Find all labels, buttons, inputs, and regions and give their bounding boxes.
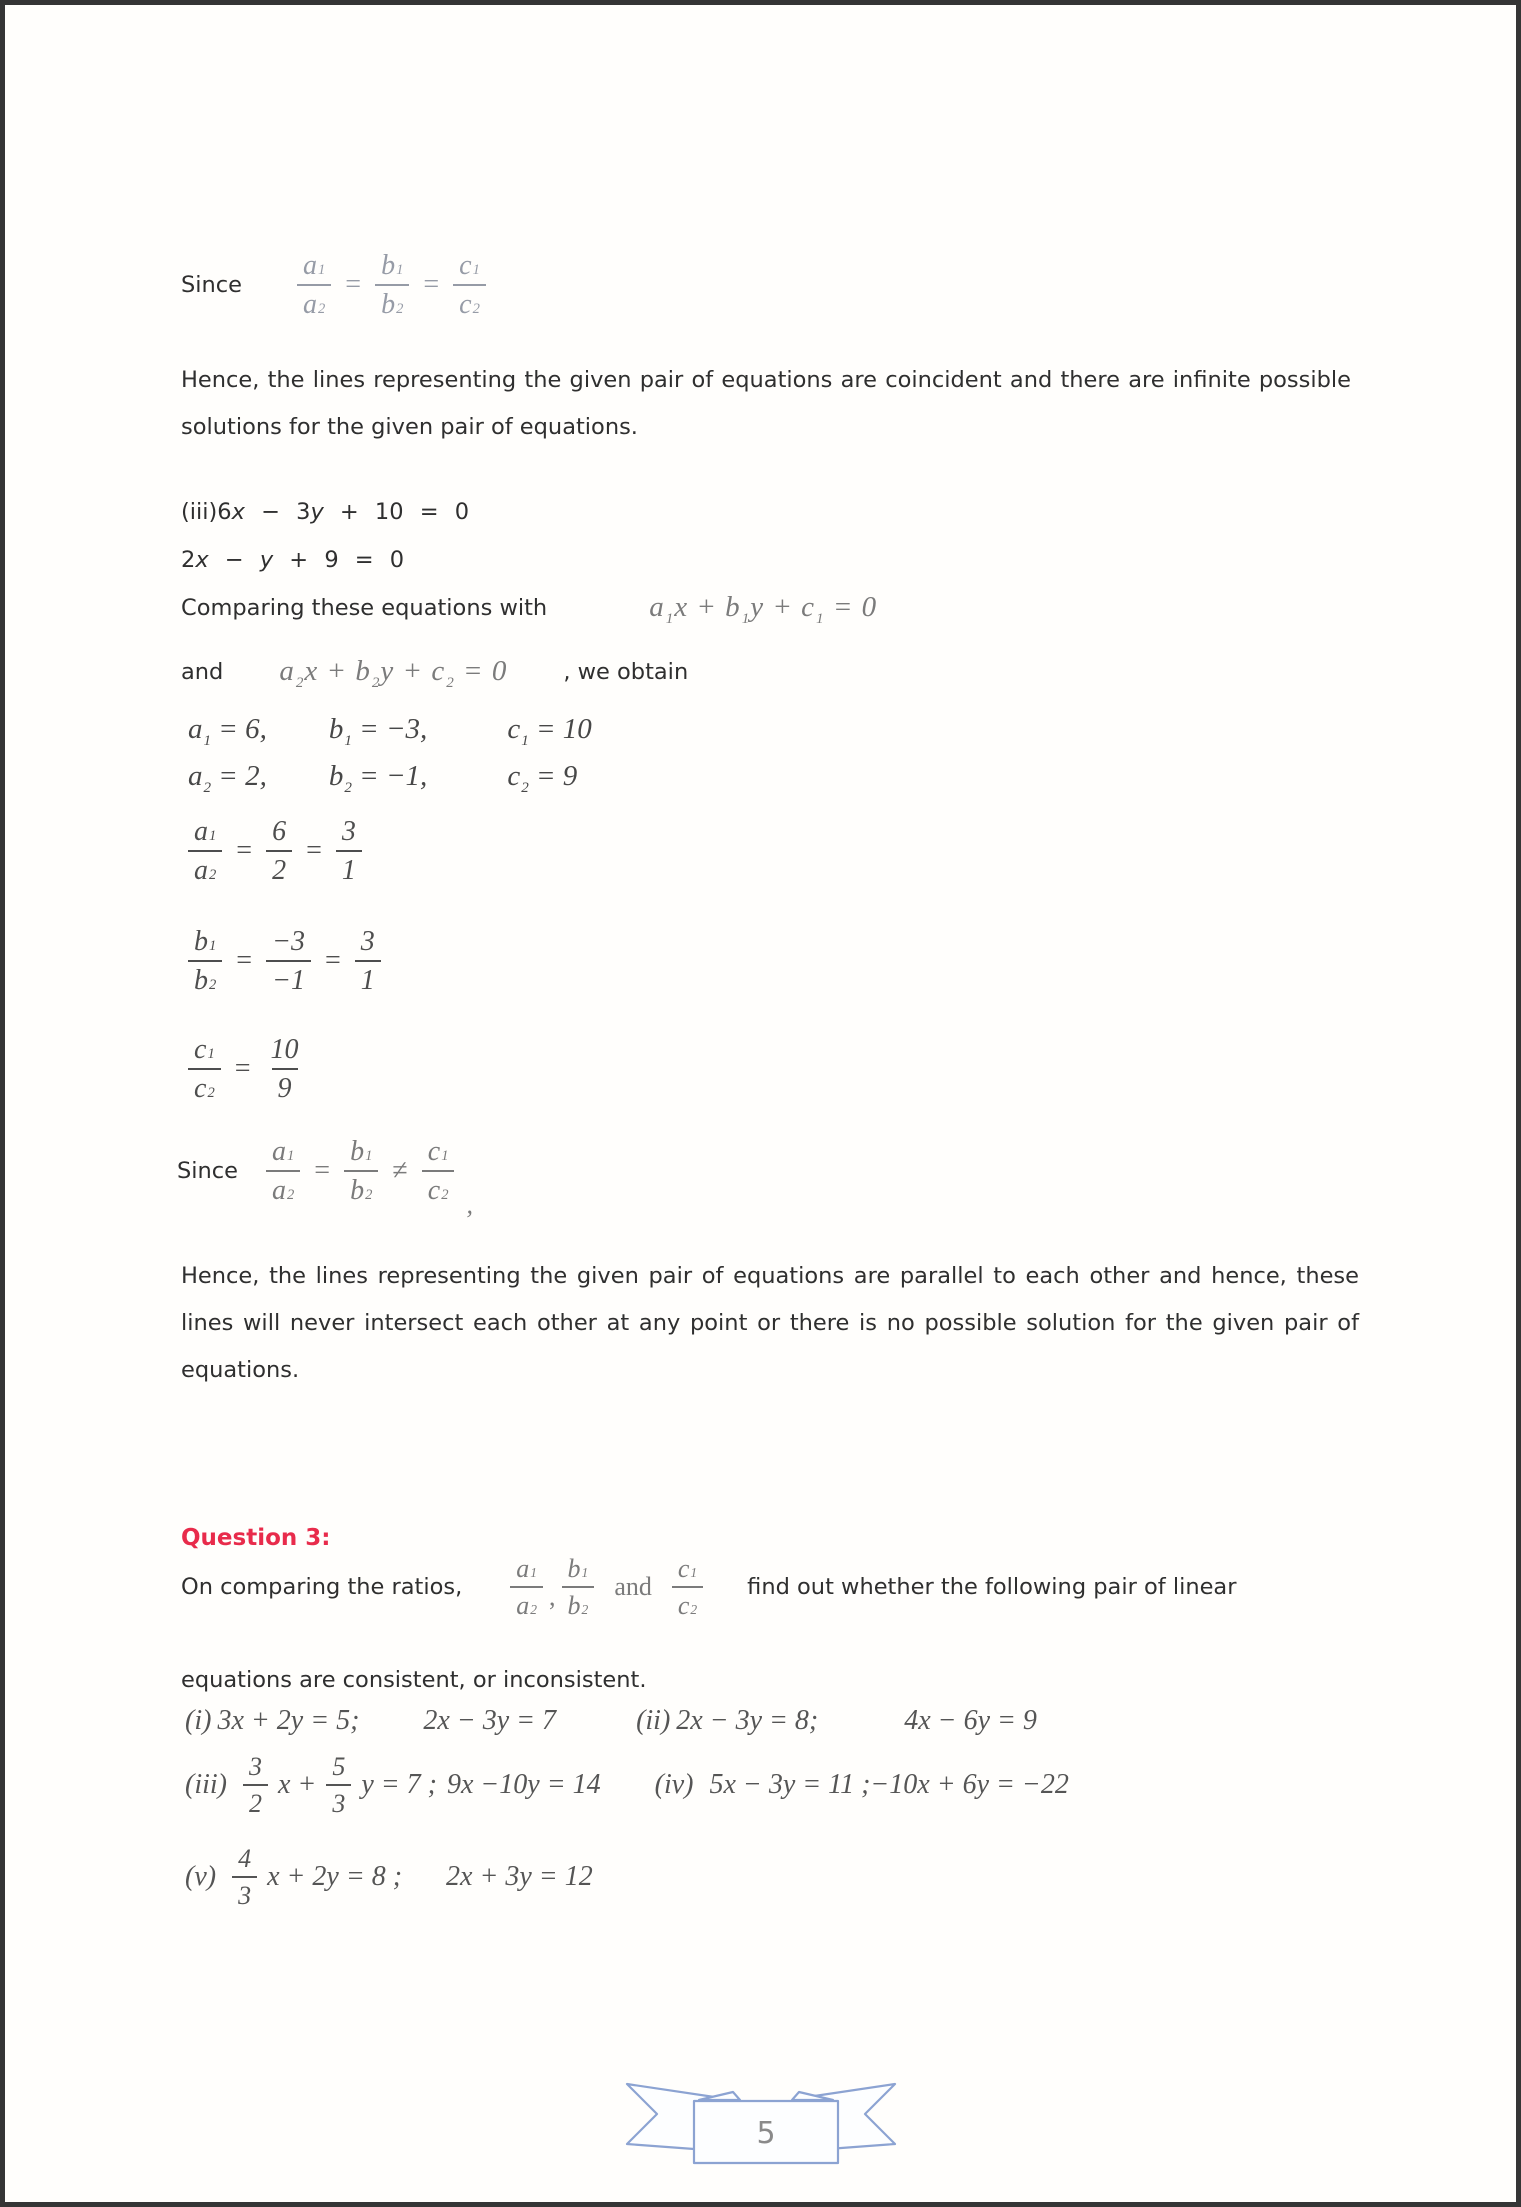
general-equation-2 — [279, 655, 508, 691]
subscript: 1 — [665, 610, 675, 627]
question-3-intro-line2: equations are consistent, or inconsistent. — [181, 1667, 647, 1693]
eq-variable: x — [231, 499, 245, 525]
item-label: (v) — [185, 1861, 217, 1893]
paragraph-parallel-conclusion: Hence, the lines representing the given pair of equations are parallel to each other and hence, these lines will never intersect each other at any point or there is no possible solution for the given pair of equations. — [181, 1263, 1359, 1383]
eq-token: b — [328, 760, 344, 792]
fraction-3-2: $\frac{3}{2}$ — [243, 1753, 268, 1818]
fraction-neg3-neg1: $\frac{-3}{-1}$ — [266, 927, 311, 996]
item-i — [185, 1705, 359, 1737]
and-row — [181, 655, 689, 691]
intro-suffix: find out whether the following pair of linear — [747, 1574, 1237, 1601]
ratio-list-formula — [510, 1555, 703, 1620]
eq-token: (iii)6 — [181, 499, 232, 525]
fraction-b1-b2: b 1 b 2 — [344, 1137, 378, 1206]
equals-sign: = — [236, 945, 253, 977]
item-iii — [185, 1753, 601, 1818]
question-3-intro — [181, 1555, 1236, 1620]
fraction-a1-a2: a 1 a 2 — [297, 251, 331, 320]
subscript: 2 — [344, 779, 352, 796]
fraction-10-9: $\frac{10}{9}$ — [270, 1034, 299, 1105]
eq-token: = 2, — [211, 760, 267, 792]
equation: 2x − 3y = 8; — [676, 1705, 819, 1736]
item-ii-eq-b: 4x − 6y = 9 — [904, 1705, 1037, 1736]
trailing-comma: , — [466, 1189, 473, 1219]
equals-sign: = — [345, 269, 362, 301]
eq-token: c — [507, 760, 521, 792]
subscript: 2 — [203, 779, 212, 796]
coefficient-c1 — [507, 713, 592, 749]
intro-prefix: On comparing the ratios, — [181, 1574, 463, 1601]
item-iv — [655, 1769, 1069, 1801]
comma: , — [549, 1582, 556, 1612]
equation: 9x −10y = 14 — [446, 1769, 601, 1801]
fraction-a1-a2: a 1 a 2 — [188, 817, 222, 886]
comparing-label: Comparing these equations with — [181, 594, 548, 621]
item-v — [185, 1845, 593, 1910]
fraction-b1-b2: b 1 b 2 — [562, 1555, 595, 1620]
ratio-row-c — [188, 1035, 305, 1104]
eq-token: y + c — [380, 655, 446, 687]
equals-sign: = — [234, 1053, 251, 1085]
eq-token: + 10 = 0 — [323, 499, 470, 525]
statement-coincident-ratios — [181, 251, 486, 320]
eq-token: = 0 — [454, 655, 508, 687]
eq-token: a — [188, 760, 203, 792]
fraction-b1-b2: b 1 b 2 — [188, 927, 222, 996]
eq-token: = −3, — [351, 713, 428, 745]
eq-token: x + b — [674, 591, 741, 623]
equation-list-row-2 — [185, 1753, 1069, 1818]
subscript: 1 — [521, 732, 529, 749]
subscript: 2 — [371, 674, 381, 691]
item-label: (i) — [185, 1705, 212, 1736]
eq-token: − — [208, 547, 260, 573]
page-number: 5 — [756, 2116, 776, 2151]
item-label: (iv) — [654, 1769, 694, 1801]
page-number-ribbon — [621, 2081, 911, 2177]
equation: 5x − 3y = 11 ;−10x + 6y = −22 — [709, 1769, 1069, 1801]
ratio-inequality-formula — [266, 1136, 473, 1219]
eq-variable: y — [259, 547, 274, 573]
fraction-6-2: $\frac{6}{2}$ — [266, 817, 292, 886]
eq-token: + 9 = 0 — [273, 547, 405, 573]
eq-token: a — [279, 655, 295, 687]
coefficient-b2 — [328, 760, 428, 796]
we-obtain-label: , we obtain — [563, 658, 689, 685]
fraction-c1-c2: c 1 c 2 — [672, 1555, 703, 1620]
eq-variable: x — [195, 547, 209, 573]
subscript: 2 — [295, 674, 305, 691]
subscript: 1 — [741, 610, 751, 627]
item-label: (iii) — [185, 1769, 227, 1801]
eq-token: a — [649, 591, 665, 623]
statement-parallel-ratios — [177, 1136, 473, 1219]
eq-token: a — [188, 713, 203, 745]
eq-token: = 0 — [824, 591, 878, 623]
fraction-c1-c2: c 1 c 2 — [422, 1137, 455, 1206]
fraction-c1-c2: c 1 c 2 — [453, 251, 486, 320]
ratio-row-a — [188, 817, 362, 886]
eq-token: = −1, — [351, 760, 428, 792]
item-ii — [636, 1705, 818, 1737]
equation: 2x + 3y = 12 — [446, 1861, 593, 1893]
subscript: 1 — [203, 732, 212, 749]
eq-token: c — [507, 713, 521, 745]
paragraph-coincident-conclusion: Hence, the lines representing the given pair of equations are coincident and there are infinite possible solutions for the given pair of equations. — [181, 367, 1351, 440]
equals-sign: = — [236, 835, 253, 867]
fraction-5-3: $\frac{5}{3}$ — [326, 1753, 351, 1818]
equals-sign: = — [423, 269, 440, 301]
eq-token: = 10 — [528, 713, 592, 745]
equation-iii-line2 — [181, 547, 404, 573]
coefficients-row-2 — [188, 760, 578, 796]
comparing-row — [181, 591, 878, 627]
equation: y = 7 ; — [361, 1769, 437, 1801]
fraction-4-3: $\frac{4}{3}$ — [232, 1845, 257, 1910]
subscript: 1 — [344, 732, 352, 749]
item-label: (ii) — [636, 1705, 671, 1736]
ratio-equality-formula — [297, 251, 486, 320]
and-label: and — [181, 658, 224, 685]
equals-sign: = — [306, 835, 322, 867]
subscript: 1 — [816, 610, 825, 627]
equation: x + — [278, 1769, 317, 1801]
general-equation-1 — [649, 591, 878, 627]
fraction-b1-b2: b 1 b 2 — [375, 251, 409, 320]
eq-token: b — [328, 713, 344, 745]
coefficient-a2 — [188, 760, 267, 796]
equation-iii-line1 — [181, 499, 469, 525]
subscript: 2 — [446, 674, 455, 691]
eq-token: − 3 — [244, 499, 311, 525]
fraction-c1-c2: c 1 c 2 — [188, 1035, 221, 1104]
coefficients-row-1 — [188, 713, 592, 749]
eq-token: = 6, — [211, 713, 267, 745]
eq-variable: y — [310, 499, 324, 525]
equals-sign: = — [324, 945, 341, 977]
not-equals-sign: ≠ — [392, 1155, 408, 1187]
fraction-3-1: $\frac{3}{1}$ — [355, 927, 381, 996]
since-label: Since — [181, 272, 243, 299]
question-3-heading: Question 3: — [181, 1525, 331, 1551]
since-label: Since — [177, 1158, 239, 1185]
equation: x + 2y = 8 ; — [267, 1861, 403, 1893]
eq-token: = 9 — [528, 760, 578, 792]
coefficient-c2 — [507, 760, 578, 796]
equation-list-row-1 — [185, 1705, 1037, 1737]
fraction-a1-a2: a 1 a 2 — [510, 1555, 543, 1620]
ratio-row-b — [188, 927, 381, 996]
coefficient-b1 — [328, 713, 428, 749]
item-i-eq-b: 2x − 3y = 7 — [423, 1705, 557, 1736]
eq-token: 2 — [181, 547, 196, 573]
eq-token: y + c — [750, 591, 816, 623]
equation: 3x + 2y = 5; — [217, 1705, 360, 1736]
fraction-3-1: $\frac{3}{1}$ — [336, 817, 362, 886]
subscript: 2 — [521, 779, 529, 796]
eq-token: x + b — [304, 655, 371, 687]
ribbon-banner-icon — [621, 2081, 911, 2173]
coefficient-a1 — [188, 713, 267, 749]
equals-sign: = — [314, 1155, 331, 1187]
fraction-a1-a2: a 1 a 2 — [266, 1137, 300, 1206]
equation-list-row-3 — [185, 1845, 593, 1910]
and-word: and — [614, 1572, 652, 1602]
